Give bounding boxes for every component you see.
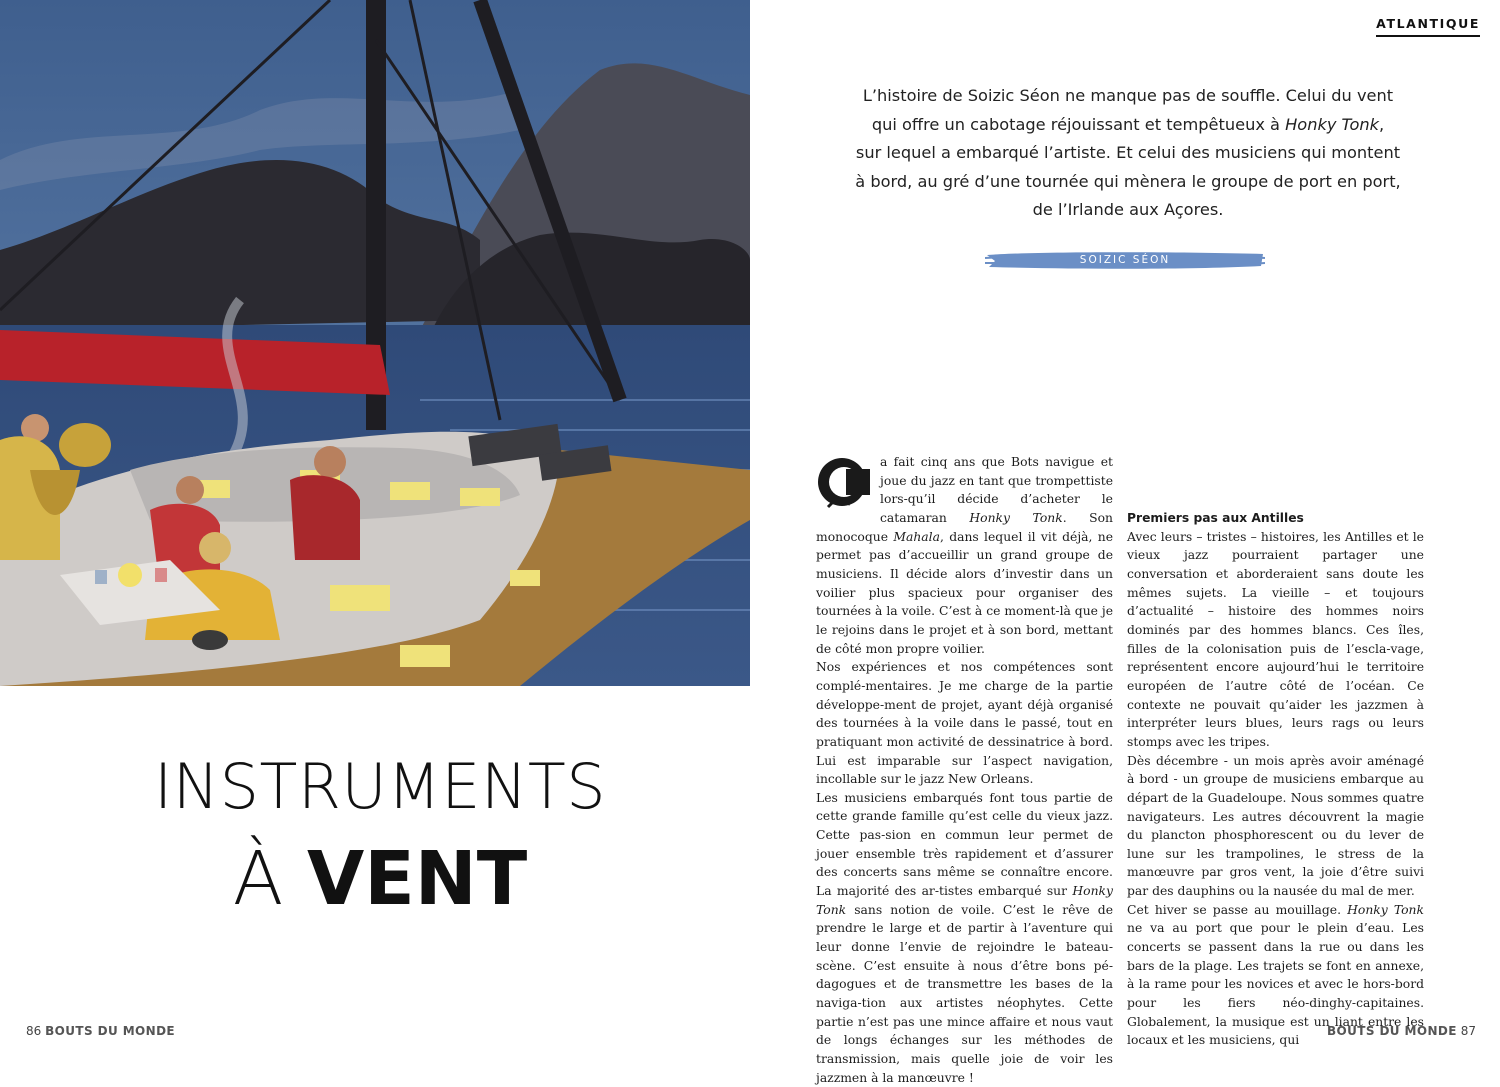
musician-head — [199, 532, 231, 564]
magazine-name: BOUTS DU MONDE — [1326, 1024, 1457, 1038]
author-byline — [985, 249, 1265, 271]
body-paragraph: Dès décembre - un mois après avoir aménagé à bord - un groupe de musiciens embarque au départ de la Guadeloupe. Nous sommes quatre navigateurs. Les autres découvrent la magie du plancton phosphorescent ou du lever de lune sur les trampolines, le stress de la manœuvre par gros vent, la joie d’être suivi par des dauphins ou la nausée du mal de mer. — [1127, 753, 1424, 899]
boat-name: Honky Tonk — [1285, 114, 1379, 134]
body-text: Les musiciens embarqués font tous partie de cette grande famille qu’est celle du vieux jazz. Cette pas-sion en commun leur permet de jouer ensemble très rapidement et d’assurer des concerts sans même se connaître encore. La majorité des ar-tistes embarqué sur — [816, 790, 1113, 899]
mug — [155, 568, 167, 582]
body-text: ne va au port que pour le plein d’eau. Les concerts se passent dans la rue ou dans les bars de la plage. Les trajets se font en annexe, à la rame pour les novices et avec le hors-bord pour les fiers néo-dinghy-capitaines. Globalement, la musique est un liant entre les locaux et les musiciens, qui — [1127, 921, 1424, 1048]
body-text: sans notion de voile. C’est le rêve de prendre le large et de partir à l’aventure qui leur donne l’envie de rejoindre le bateau-scène. C’est ensuite à nous d’être bons pé-dagogues et de transmettre les bases de la naviga-tion aux artistes néophytes. Cette partie n’est pas une mince affaire et nous vaut de longs échanges sur les méthodes de transmission, mais quelle joie de voir les jazzmen à la manœuvre ! — [816, 902, 1113, 1085]
body-paragraph: Nos expériences et nos compétences sont complé-mentaires. Je me charge de la partie développe-ment de projet, ayant déjà organisé des tournées à la voile dans le passé, tout en pratiquant mon activité de dessinatrice à bord. Lui est imparable sur l’aspect navigation, incollable sur le jazz New Orleans. — [816, 660, 1113, 787]
musician-body — [290, 475, 360, 560]
author-name: SOIZIC SÉON — [1079, 254, 1171, 266]
standfirst-text: qui offre un cabotage réjouissant et tempêtueux à — [871, 114, 1286, 134]
lantern — [118, 563, 142, 587]
body-text: . Son monocoque — [816, 510, 1113, 544]
title-line-1: INSTRUMENTS — [153, 750, 607, 823]
dropcap — [816, 455, 870, 509]
body-text: Cet hiver se passe au mouillage. — [1127, 902, 1348, 917]
subheading: Premiers pas aux Antilles — [1127, 511, 1304, 525]
folio-left — [26, 1024, 175, 1038]
body-column-right — [1127, 453, 1424, 1050]
title-word-bold: VENT — [306, 836, 528, 922]
body-paragraph — [816, 789, 1113, 1087]
body-paragraph — [816, 453, 1113, 658]
page-number: 86 — [26, 1024, 42, 1038]
magazine-name: BOUTS DU MONDE — [45, 1024, 176, 1038]
porthole — [330, 585, 390, 611]
boat-name: Honky Tonk — [969, 510, 1063, 525]
title-word-light: À — [232, 836, 307, 922]
pot — [192, 630, 228, 650]
boat-name: Honky Tonk — [816, 884, 1113, 917]
standfirst-text: , — [1378, 114, 1385, 134]
porthole — [460, 488, 500, 506]
body-text: , dans lequel il vit déjà, ne permet pas d’accueillir un grand groupe de musiciens. Il décide alors d’investir dans un voilier plus spacieux pour organiser des tournées à la voile. C’est à ce moment-là que je le rejoins dans le projet et à son bord, mettant de côté mon propre voilier. — [816, 529, 1114, 656]
standfirst-line: L’histoire de Soizic Séon ne manque pas de souffle. Celui du vent — [862, 86, 1394, 105]
porthole — [510, 570, 540, 586]
musician-head — [314, 446, 346, 478]
musician-head — [176, 476, 204, 504]
mug — [95, 570, 107, 584]
body-paragraph: Avec leurs – tristes – histoires, les Antilles et le vieux jazz pourraient partager une conversation et aborderaient sans doute les mêmes sujets. La vieille – et toujours d’actualité – histoire des hommes noirs dominés par des hommes blancs. Ces îles, filles de la colonisation puis de l’escla-vage, représentent encore aujourd’hui le territoire européen de l’autre côté de l’océan. Ce contexte ne pouvait qu’aider les jazzmen à interpréter leurs blues, leurs rags ou leurs stomps avec les tripes. — [1127, 529, 1424, 749]
standfirst-line: sur lequel a embarqué l’artiste. Et celui des musiciens qui montent — [855, 143, 1401, 162]
page-number: 87 — [1460, 1024, 1476, 1038]
title-line-2 — [40, 832, 720, 927]
porthole — [400, 645, 450, 667]
body-column-left — [816, 453, 1113, 1087]
porthole — [390, 482, 430, 500]
article-title — [40, 742, 720, 927]
boat-name: Mahala — [893, 529, 940, 544]
standfirst-line: à bord, au gré d’une tournée qui mènera le groupe de port en port, — [855, 171, 1401, 191]
folio-right — [1327, 1024, 1476, 1038]
tuba — [59, 423, 111, 467]
boat-name: Honky Tonk — [1347, 902, 1424, 917]
boat-illustration — [0, 0, 750, 686]
standfirst-line — [800, 111, 1456, 140]
section-tag: ATLANTIQUE — [1376, 16, 1480, 37]
standfirst-line: de l’Irlande aux Açores. — [1032, 200, 1224, 219]
body-text: a fait cinq ans que Bots navigue et joue du jazz en tant que trompettiste lors-qu’il décide d’acheter le catamaran — [880, 455, 1113, 525]
standfirst — [800, 82, 1456, 225]
